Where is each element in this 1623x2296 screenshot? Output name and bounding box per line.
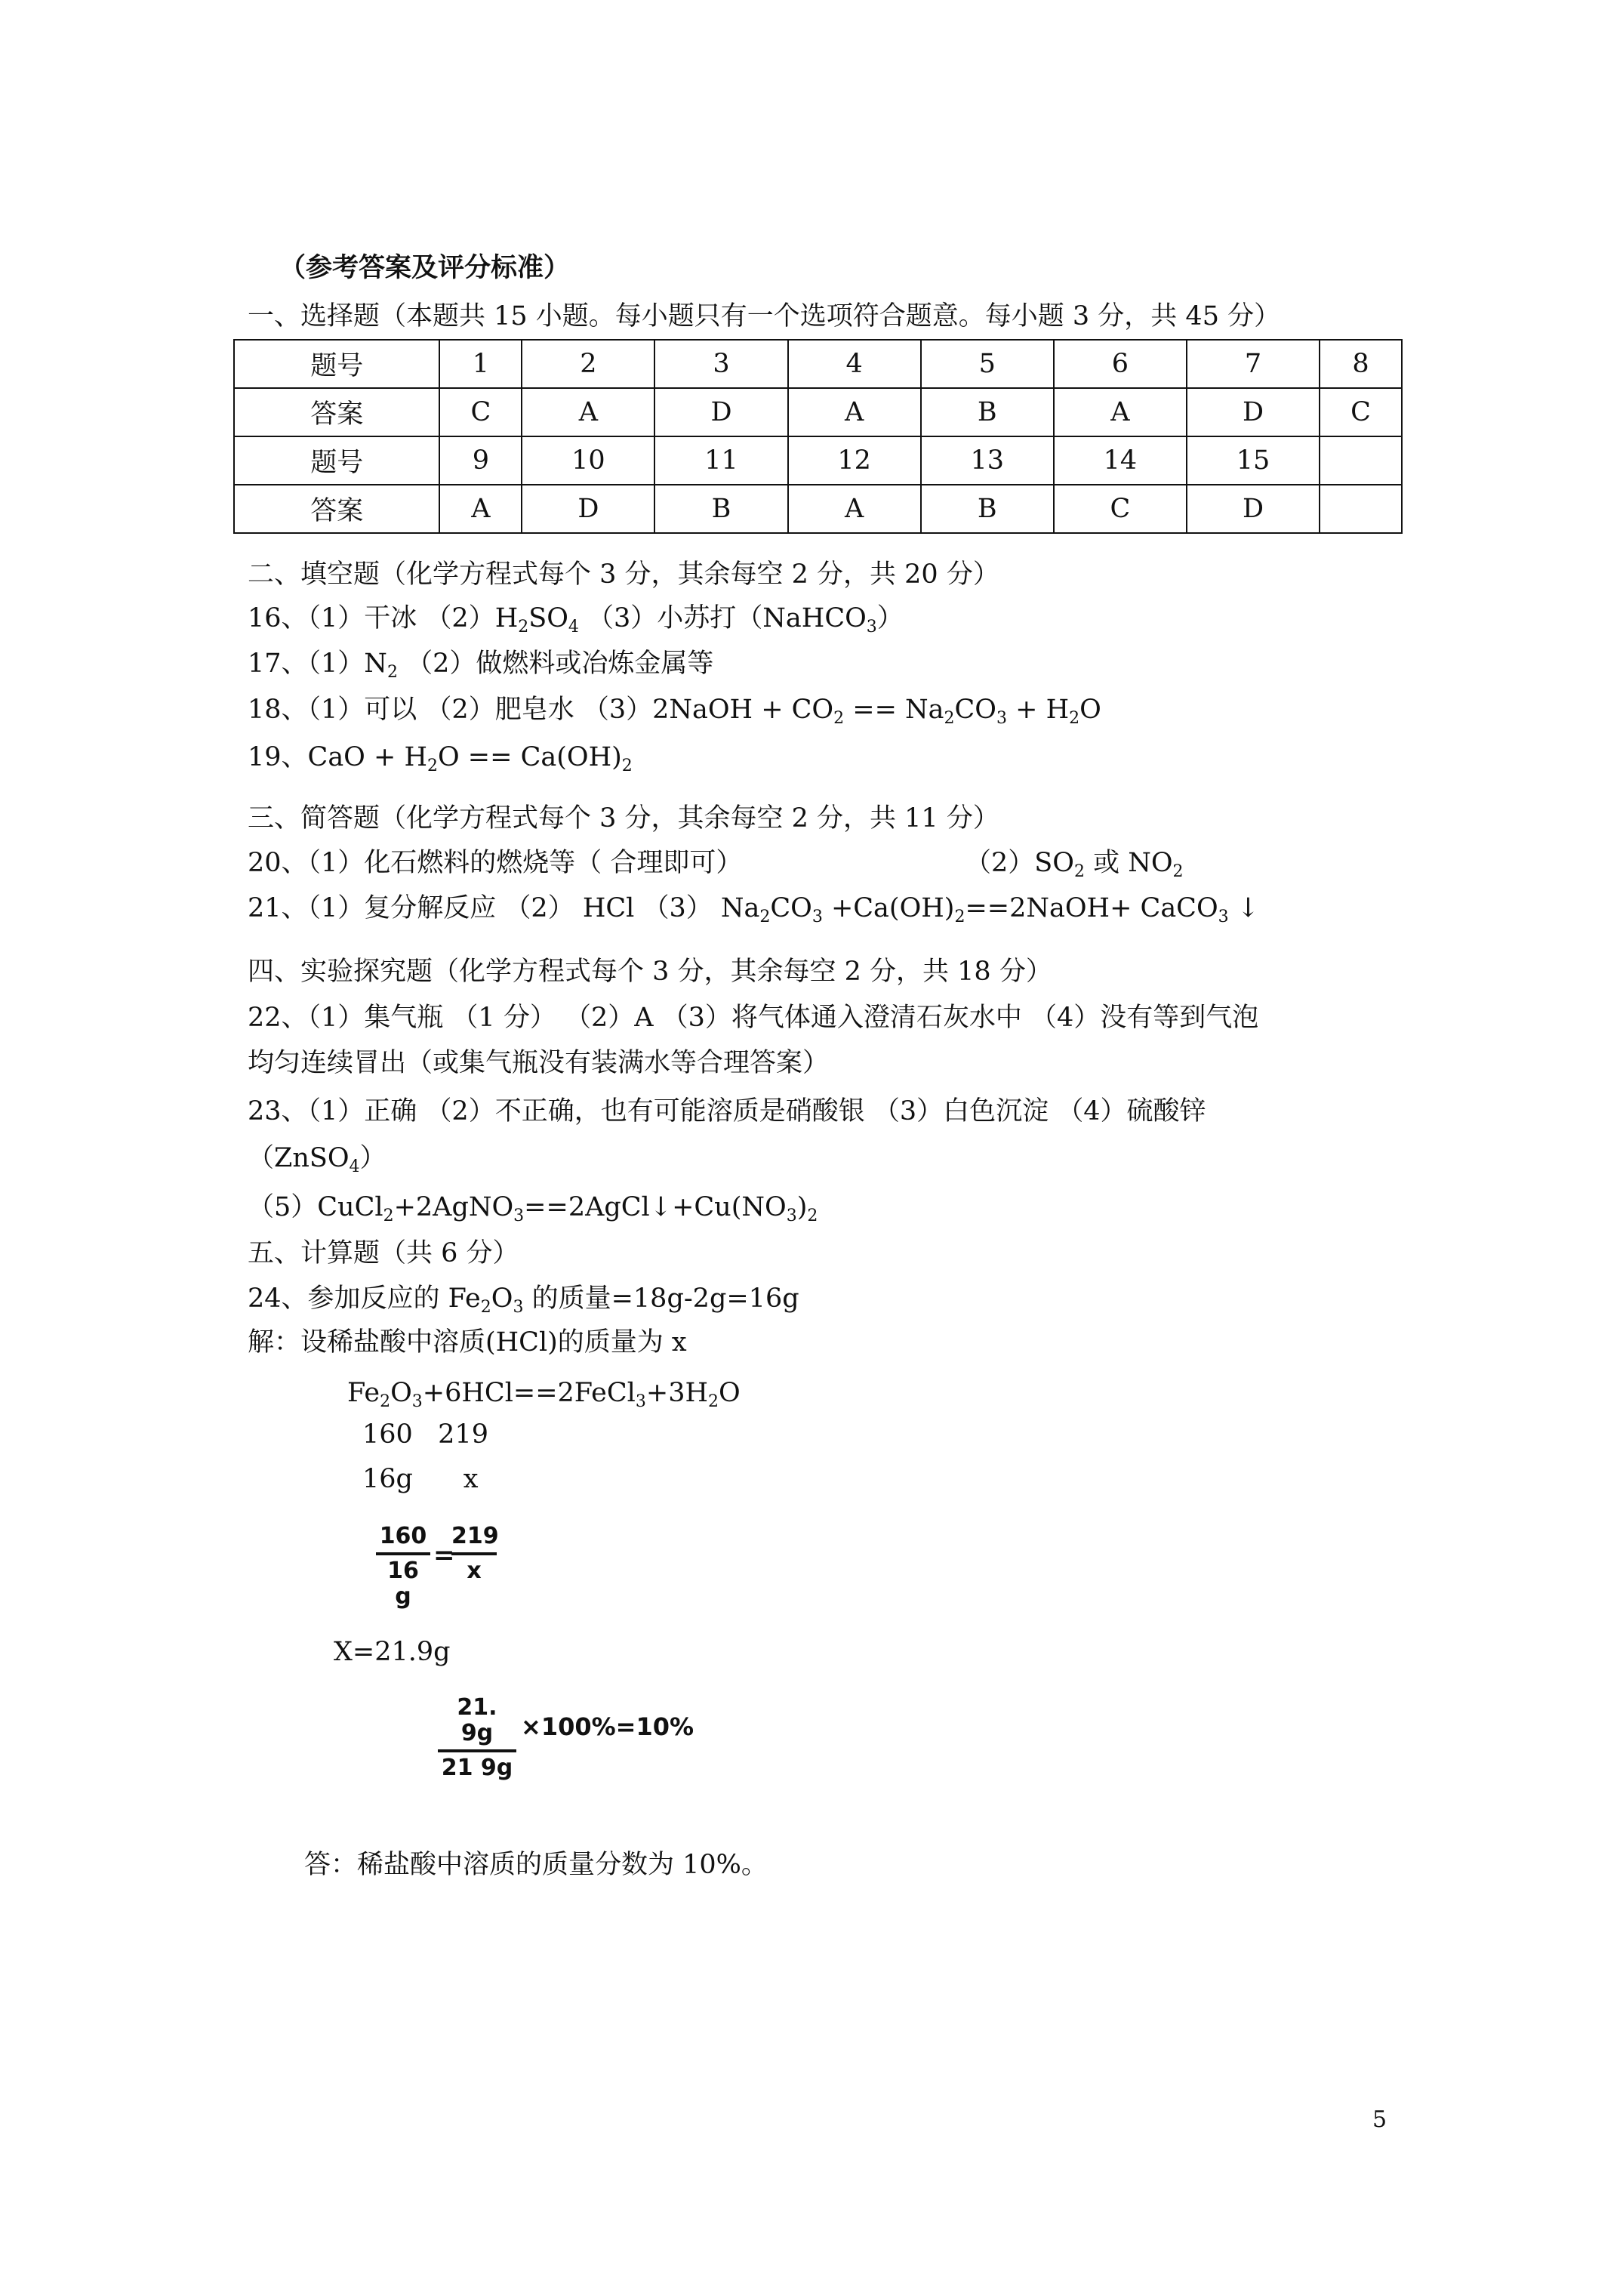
molar-mass-row: 160 219 bbox=[362, 1419, 488, 1450]
answer-table-cell: 4 bbox=[788, 340, 921, 388]
answer-key-header: （参考答案及评分标准） bbox=[279, 252, 571, 283]
proportion-equals-sign: = bbox=[433, 1540, 455, 1570]
question-18: 18、（1）可以 （2）肥皂水 （3）2NaOH + $CO_2 == Na_2CO_3 + H_2O$ bbox=[248, 695, 1101, 728]
answer-table-cell bbox=[1320, 485, 1402, 533]
proportion-right-fraction: 219 x bbox=[451, 1523, 499, 1584]
answer-table-row-header: 题号 bbox=[234, 340, 439, 388]
section-3-title: 三、简答题（化学方程式每个 3 分，其余每空 2 分，共 11 分） bbox=[248, 803, 999, 834]
question-16: 16、（1）干冰 $(2)H_2SO_4$ （3）小苏打（NaHCO$_3$） bbox=[248, 603, 904, 636]
question-24-line-1: 24、参加反应的 $Fe_2O_3$ 的质量=18g-2g=16g bbox=[248, 1284, 799, 1317]
answer-table-cell: 11 bbox=[654, 436, 787, 485]
answer-table-cell: A bbox=[522, 388, 654, 436]
multiple-choice-answer-table bbox=[233, 339, 1403, 534]
answer-table-cell: B bbox=[921, 485, 1054, 533]
percentage-result: ×100%=10% bbox=[521, 1712, 694, 1741]
answer-table-cell: 15 bbox=[1187, 436, 1320, 485]
question-21: 21、（1）复分解反应 （2） HCl （3） $Na_2CO_3$ $+Ca(OH)_2==2NaOH+$ CaCO$_3$ ↓ bbox=[248, 893, 1260, 926]
answer-table-cell bbox=[1320, 436, 1402, 485]
question-17: 17、$(1)N_2$ （2）做燃料或冶炼金属等 bbox=[248, 649, 714, 682]
answer-table-cell: 10 bbox=[522, 436, 654, 485]
answer-table-cell: D bbox=[522, 485, 654, 533]
percentage-fraction: 21. 9g 21 9g bbox=[438, 1695, 516, 1781]
section-5-title: 五、计算题（共 6 分） bbox=[248, 1238, 519, 1268]
answer-table-cell: 9 bbox=[439, 436, 522, 485]
x-value: X=21.9g bbox=[334, 1637, 451, 1667]
answer-table-cell: A bbox=[788, 388, 921, 436]
given-mass-row: 16g x bbox=[362, 1464, 479, 1494]
answer-table-cell: B bbox=[921, 388, 1054, 436]
answer-table-row bbox=[234, 436, 1402, 485]
answer-table-cell: 2 bbox=[522, 340, 654, 388]
answer-table-cell: A bbox=[788, 485, 921, 533]
answer-table-cell: 7 bbox=[1187, 340, 1320, 388]
section-1-title: 一、选择题（本题共 15 小题。每小题只有一个选项符合题意。每小题 3 分，共 45 分） bbox=[248, 301, 1281, 331]
answer-table-cell: D bbox=[1187, 485, 1320, 533]
chemical-equation: $Fe_2O_3+6HCl==2FeCl_3+3H_2O$ bbox=[347, 1378, 741, 1411]
question-20: 20、（1）化石燃料的燃烧等（ 合理即可） bbox=[248, 848, 743, 878]
answer-table-row bbox=[234, 388, 1402, 436]
answer-table-cell: C bbox=[1054, 485, 1187, 533]
question-22-line-2: 均匀连续冒出（或集气瓶没有装满水等合理答案） bbox=[248, 1048, 830, 1078]
proportion-left-fraction: 160 16 g bbox=[376, 1524, 430, 1610]
answer-table-cell: 5 bbox=[921, 340, 1054, 388]
page-number: 5 bbox=[1372, 2106, 1387, 2133]
answer-table-cell: 14 bbox=[1054, 436, 1187, 485]
answer-table-cell: 12 bbox=[788, 436, 921, 485]
answer-table-row-header: 答案 bbox=[234, 485, 439, 533]
question-23-line-2: （ZnSO$_4$） bbox=[248, 1143, 387, 1176]
answer-table-row-header: 答案 bbox=[234, 388, 439, 436]
answer-table-cell: A bbox=[439, 485, 522, 533]
answer-table-cell: 13 bbox=[921, 436, 1054, 485]
answer-table-row-header: 题号 bbox=[234, 436, 439, 485]
section-2-title: 二、填空题（化学方程式每个 3 分，其余每空 2 分，共 20 分） bbox=[248, 559, 999, 590]
question-19: 19、CaO + $H_2O == Ca(OH)_2$ bbox=[248, 742, 633, 775]
answer-table-cell: C bbox=[439, 388, 522, 436]
answer-table-cell: D bbox=[654, 388, 787, 436]
question-23-line-1: 23、（1）正确 （2）不正确，也有可能溶质是硝酸银 （3）白色沉淀 （4）硫酸锌 bbox=[248, 1096, 1206, 1126]
question-23-line-3: $(5)CuCl_2+2AgNO_3==2AgCl↓+Cu(NO_3)_2$ bbox=[248, 1192, 818, 1225]
answer-table-cell: 8 bbox=[1320, 340, 1402, 388]
answer-table-cell: B bbox=[654, 485, 787, 533]
answer-table-row bbox=[234, 340, 1402, 388]
answer-table-cell: C bbox=[1320, 388, 1402, 436]
question-24-line-2: 解：设稀盐酸中溶质(HCl)的质量为 x bbox=[248, 1327, 687, 1358]
answer-table-cell: D bbox=[1187, 388, 1320, 436]
final-answer: 答：稀盐酸中溶质的质量分数为 10%。 bbox=[304, 1850, 768, 1880]
question-20-part-2: $(2)SO_2$ 或 $NO_2$ bbox=[965, 848, 1184, 881]
answer-table-cell: 3 bbox=[654, 340, 787, 388]
answer-table-cell: 1 bbox=[439, 340, 522, 388]
section-4-title: 四、实验探究题（化学方程式每个 3 分，其余每空 2 分，共 18 分） bbox=[248, 957, 1052, 987]
question-22-line-1: 22、（1）集气瓶 （1 分） （2）A （3）将气体通入澄清石灰水中 （4）没有等到气泡 bbox=[248, 1003, 1259, 1033]
answer-table-row bbox=[234, 485, 1402, 533]
answer-table-cell: A bbox=[1054, 388, 1187, 436]
answer-table-cell: 6 bbox=[1054, 340, 1187, 388]
